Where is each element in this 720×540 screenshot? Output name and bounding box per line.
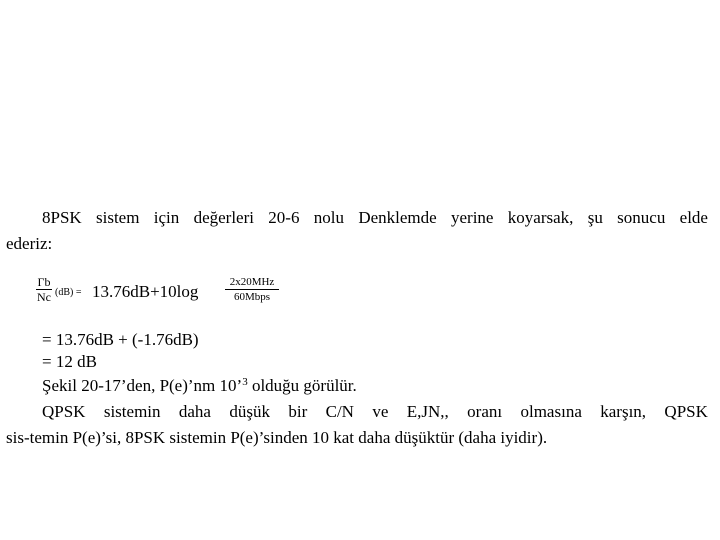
word: nolu: [313, 208, 345, 227]
word: şu: [587, 208, 603, 227]
word: için: [153, 208, 180, 227]
word: bir: [288, 402, 308, 421]
word: Denklemde: [358, 208, 437, 227]
paragraph-2-line-2: sis-temin P(e)’si, 8PSK sistemin P(e)’sinden 10 kat daha düşüktür (daha iyidir).: [6, 428, 548, 447]
word: elde: [679, 208, 708, 227]
lhs-unit: (dB) =: [55, 287, 82, 298]
paragraph-1-line-2: ederiz:: [6, 234, 53, 253]
word: QPSK: [664, 402, 708, 421]
word: olmasına: [520, 402, 582, 421]
figure-reference-suffix: olduğu görülür.: [247, 376, 357, 395]
figure-reference-prefix: Şekil 20-17’den, P(e)’nm 10’: [42, 376, 243, 395]
equation-step-2: = 12 dB: [42, 352, 97, 371]
word: koyarsak,: [507, 208, 574, 227]
equation-main-text: 13.76dB+10log: [92, 282, 199, 301]
word: düşük: [229, 402, 270, 421]
word: değerleri: [193, 208, 254, 227]
fraction-bar: [225, 289, 279, 290]
lhs-denominator: Nc: [37, 290, 51, 304]
rhs-numerator: 2x20MHz: [229, 276, 275, 288]
word: QPSK: [42, 402, 86, 421]
equation-step-1: = 13.76dB + (-1.76dB): [42, 330, 199, 349]
paragraph-1-line-1: [42, 208, 708, 228]
exponent: 3: [242, 376, 248, 388]
lhs-numerator: Γb: [37, 275, 51, 289]
word: daha: [178, 402, 211, 421]
figure-reference-line: [42, 376, 357, 396]
word: ve: [372, 402, 389, 421]
word: E,JN,,: [406, 402, 449, 421]
word: oranı: [467, 402, 503, 421]
word: sistem: [96, 208, 140, 227]
word: sistemin: [103, 402, 161, 421]
word: sonucu: [617, 208, 666, 227]
word: 8PSK: [42, 208, 82, 227]
paragraph-2-line-1: [42, 402, 708, 422]
rhs-denominator: 60Mbps: [233, 291, 271, 303]
equation: [36, 276, 296, 312]
word: yerine: [451, 208, 494, 227]
word: karşın,: [600, 402, 647, 421]
rhs-fraction: [225, 276, 279, 303]
lhs-fraction: [36, 276, 52, 303]
word: 20-6: [268, 208, 300, 227]
word: C/N: [325, 402, 354, 421]
